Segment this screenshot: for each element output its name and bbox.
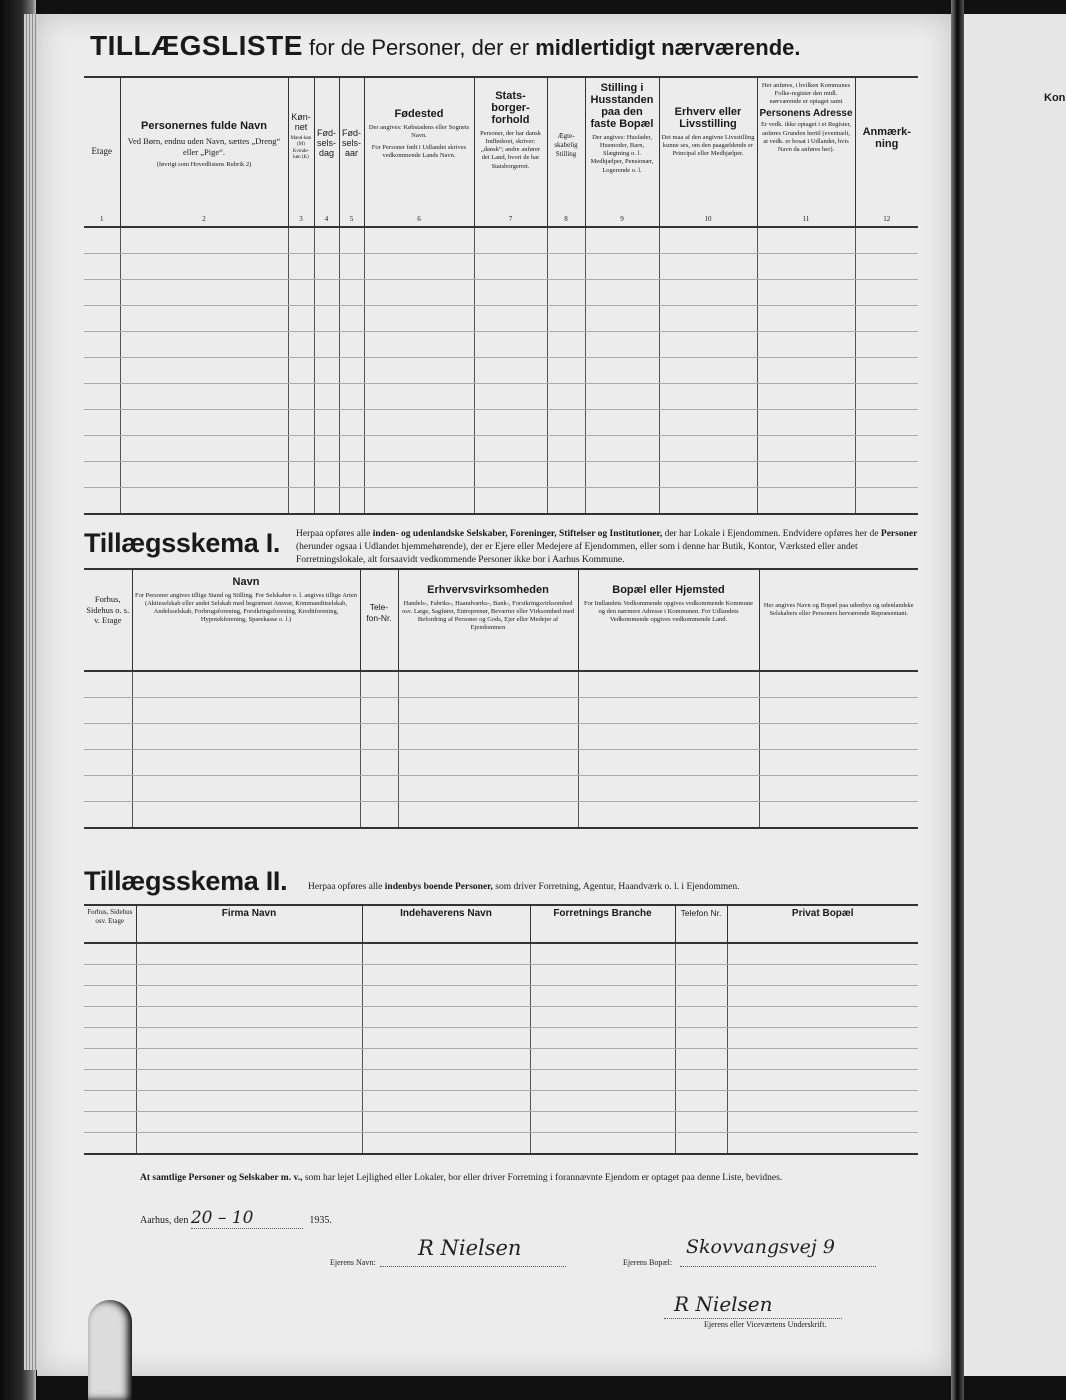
table-row [84,776,918,802]
table-row [84,698,918,724]
owner-name-handwritten: R Nielsen [418,1236,522,1260]
title-rest-bold: midlertidigt nærværende. [535,35,801,60]
owner-name-label: Ejerens Navn: [330,1258,376,1267]
table-row [84,332,918,358]
table-row [84,436,918,462]
col-etage: Forhus, Sidehus o. s. v. Etage [84,569,132,671]
signature-label: Ejerens eller Viceværtens Underskrift. [704,1320,827,1329]
col-foedselsaar: Fød-sels-aar 5 [339,77,364,227]
table-row [84,1049,918,1070]
next-page-fragment: Kon [1044,92,1066,104]
table-row [84,671,918,698]
skema2-title: Tillægsskema II. [84,866,288,896]
table-row [84,943,918,965]
table-row [84,1007,918,1028]
col-etage: Etage 1 [84,77,120,227]
tillaegsliste-table [84,76,918,515]
skema1-intro: Herpaa opføres alle inden- og udenlandske Selskaber, Foreninger, Stiftelser og Institutioner, der har Lokale i Ejendommen. Endvidere opføres her de Personer (herunder ogsaa i Udlandet hjemmehørende), der er Ejere eller Medejere af Ejendommen, eller som i denne har Butik, Kontor, Værksted eller andet Forretningslokale, alt forsaavidt vedkommende Personer ikke bor i Aarhus Kommune. [296,529,918,565]
year-label: 1935. [309,1215,332,1226]
signature-field [664,1292,842,1319]
col-foedselsdag: Fød-sels-dag 4 [314,77,339,227]
title-lead: TILLÆGSLISTE [90,30,303,61]
next-page [964,14,1066,1376]
col-adresse: Her anføres, i hvilken Kommunes Folke-register den midl. nærværende er optaget samt Personens Adresse Er vedk. ikke optaget i et Register, anføres Grunden hertil (eventuelt, at vedk. er bosat i Udlandet, hvis Navn da anføres her). 11 [757,77,855,227]
skema1-title: Tillægsskema I. [84,528,281,558]
table-row [84,410,918,436]
table-row [84,358,918,384]
table-row [84,1091,918,1112]
page-title [90,30,910,62]
table-row [84,1112,918,1133]
title-rest: for de Personer, der er [302,35,536,60]
col-statsborger: Stats-borger-forhold Personer, der har dansk Indfødsret, skriver: „dansk“; andre anfører det Land, hvori de har Statsborgerret. 7 [474,77,547,227]
den-label: den [173,1215,189,1226]
thumb-holding-page [88,1300,132,1400]
table-row [84,1133,918,1155]
col-telefon: Telefon Nr. [675,905,727,943]
book-gutter [951,0,964,1400]
col-aegteskab: Ægte-skabelig Stilling 8 [547,77,585,227]
date-handwritten: 20 – 10 [191,1208,303,1229]
col-navn: Personernes fulde Navn Ved Børn, endnu uden Navn, sættes „Dreng“ eller „Pige“. (Iøvrigt som Hovedlistens Rubrik 2) 2 [120,77,288,227]
col-branche: Forretnings Branche [530,905,675,943]
col-erhvervsvirksomhed: Erhvervsvirksomheden Handels-, Fabriks-, Haandværks-, Bank-, Forsikringsvirksomhed osv. Læge, Sagfører, Entreprenør, Beværter eller Virksomhed med Befordring af Personer og Gods, Ejer eller Medejer af Ejendommen [398,569,578,671]
table-row [84,227,918,254]
table-row [84,384,918,410]
declaration-text: At samtlige Personer og Selskaber m. v., som har lejet Lejlighed eller Lokaler, bor eller driver Forretning i forannævnte Ejendom er optaget paa denne Liste, bevidnes. [140,1173,783,1183]
table-row [84,1028,918,1049]
city-label: Aarhus, [140,1215,172,1226]
owner-address-label: Ejerens Bopæl: [623,1258,673,1267]
table-row [84,462,918,488]
table-row [84,986,918,1007]
col-anmaerkning: Anmærk-ning 12 [855,77,918,227]
col-repraesentant: Her angives Navn og Bopæl paa udenbys og udenlandske Selskabers eller Personers herværende Repræsentant. [759,569,918,671]
skema1-table [84,568,918,829]
skema2-table [84,904,918,1155]
owner-address-handwritten: Skovvangsvej 9 [686,1236,835,1258]
table-row [84,965,918,986]
col-indehaver: Indehaverens Navn [362,905,530,943]
col-husstand: Stilling i Husstanden paa den faste Bopæl Der angives: Husfader, Husmoder, Barn, Slægtning o. l. Medhjælper, Pensionær, Logerende o. l. 9 [585,77,659,227]
col-etage: Forhus, Sidehus osv. Etage [84,905,136,943]
page-stack-edge [24,14,38,1370]
date-line [140,1208,332,1229]
table-row [84,488,918,515]
table-row [84,254,918,280]
owner-address-field [680,1236,876,1267]
col-firma: Firma Navn [136,905,362,943]
owner-name-field [380,1236,566,1267]
col-navn: Navn For Personer angives tillige Stand og Stilling. For Selskaber o. l. angives tillige Arten (Aktieselskab eller andet Selskab med begrænset Ansvar, Kommanditselskab, Andelsselskab, Forbrugsforening, Forsikringsforening, Kreditforening, Hypotekforening, Sparekasse o. l.) [132,569,360,671]
table-row [84,1070,918,1091]
table-row [84,802,918,829]
table-row [84,306,918,332]
col-erhverv: Erhverv eller Livsstilling Det maa af den angivne Livsstilling kunne ses, om den paagældende er Principal eller Medhjælper. 10 [659,77,757,227]
col-privat-bopael: Privat Bopæl [727,905,918,943]
table-row [84,280,918,306]
signature-handwritten: R Nielsen [674,1292,773,1316]
col-koen: Køn-net Mand-køn (M) Kvinde-køn (K) 3 [288,77,314,227]
col-foedested: Fødested Der angives: Købstadens eller Sognets Navn. For Personer født i Udlandet skrives vedkommende Lands Navn. 6 [364,77,474,227]
table-row [84,724,918,750]
skema2-intro: Herpaa opføres alle indenbys boende Personer, som driver Forretning, Agentur, Haandværk o. l. i Ejendommen. [308,882,740,892]
col-telefon: Tele-fon-Nr. [360,569,398,671]
col-bopael: Bopæl eller Hjemsted For Indlandets Vedkommende opgives vedkommende Kommune og den nærmere Adresse i Kommunen. For Udlandets Vedkommende opgives vedkommende Land. [578,569,759,671]
table-row [84,750,918,776]
